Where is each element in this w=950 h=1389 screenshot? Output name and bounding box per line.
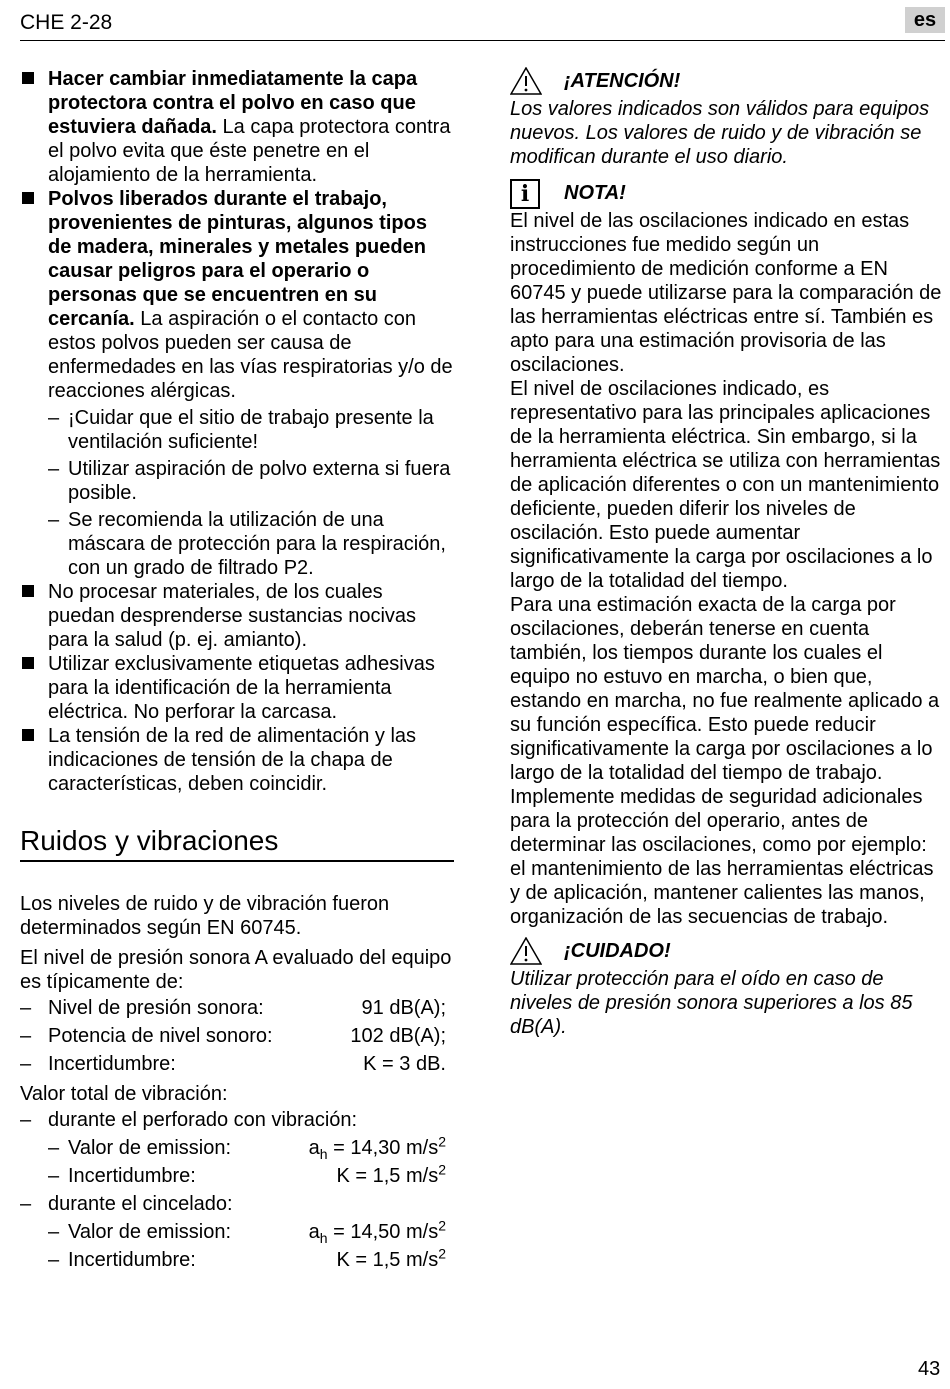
bullet-text: No procesar materiales, de los cuales puedan desprenderse sustancias nocivas para la salud (p. ej. amianto). [48, 581, 417, 651]
noise-row [20, 1050, 454, 1078]
dash-marker: – [48, 407, 60, 429]
page-number: 43 [918, 1358, 941, 1380]
dash-marker: – [20, 1109, 32, 1131]
sub-item [20, 406, 454, 454]
attention-heading [510, 67, 946, 97]
uncertainty-value: K = 1,5 $m/s^2$ [336, 1161, 446, 1187]
bullet-item [20, 187, 454, 403]
dash-marker: – [48, 509, 60, 531]
bullet-text: La aspiración o el contacto con estos polvos pueden ser causa de enfermedades en las vías respiratorias y/o de reacciones alérgicas. [48, 308, 453, 402]
bullet-item [20, 724, 454, 796]
bullet-text: Utilizar exclusivamente etiquetas adhesivas para la identificación de la herramienta eléctrica. No perforar la carcasa. [48, 653, 435, 723]
bullet-item [20, 652, 454, 724]
note-paragraph: El nivel de las oscilaciones indicado en estas instrucciones fue medido según un procedimiento de medición conforme a EN 60745 y puede utilizarse para la comparación de las herramientas eléctricas entre sí. También es apto para una estimación provisoria de las oscilaciones. [510, 210, 942, 376]
vibration-group-label [20, 1106, 454, 1134]
emission-row [20, 1218, 454, 1246]
warning-triangle-icon [510, 937, 542, 965]
square-bullet-icon [22, 585, 34, 597]
attention-text: Los valores indicados son válidos para equipos nuevos. Los valores de ruido y de vibración se modifican durante el uso diario. [510, 98, 930, 168]
info-icon: i [510, 179, 540, 209]
caution-title: ¡CUIDADO! [564, 940, 671, 962]
sub-item [20, 457, 454, 505]
dash-marker: – [20, 1053, 32, 1075]
dash-marker: – [48, 1221, 60, 1243]
emission-label: Valor de emission: [68, 1137, 232, 1159]
noise-value: K = 3 dB. [363, 1053, 446, 1075]
noise-label: Potencia de nivel sonoro: [48, 1025, 273, 1047]
square-bullet-icon [22, 72, 34, 84]
uncertainty-row [20, 1162, 454, 1190]
pressure-intro: El nivel de presión sonora A evaluado del equipo es típicamente de: [20, 947, 452, 993]
square-bullet-icon [22, 192, 34, 204]
language-badge: es [905, 7, 945, 33]
emission-value: $a_h = 14,50$ $m/s^2$ [308, 1217, 446, 1246]
right-column [510, 67, 946, 1039]
note-paragraph: Para una estimación exacta de la carga por oscilaciones, deberán tenerse en cuenta también, los tiempos durante los cuales el equipo no estuvo en marcha, o bien que, estando en marcha, no fue realmente aplicado a su función específica. Esto puede reducir significativamente la carga por oscilaciones a lo largo de la totalidad del tiempo de trabajo. [510, 594, 940, 784]
sub-item [20, 508, 454, 580]
noise-row [20, 1022, 454, 1050]
dash-marker: – [48, 1137, 60, 1159]
bullet-item [20, 580, 454, 652]
document-code: CHE 2-28 [20, 11, 113, 34]
sub-item-text: ¡Cuidar que el sitio de trabajo presente la ventilación suficiente! [68, 407, 434, 453]
vibration-group-label [20, 1190, 454, 1218]
uncertainty-label: Incertidumbre: [68, 1249, 196, 1271]
bullet-text: La tensión de la red de alimentación y las indicaciones de tensión de la chapa de características, deben coincidir. [48, 725, 417, 795]
sub-item-text: Utilizar aspiración de polvo externa si fuera posible. [68, 458, 451, 504]
noise-row [20, 994, 454, 1022]
dash-marker: – [20, 1193, 32, 1215]
vibration-mode: durante el cincelado: [48, 1193, 233, 1215]
note-title: NOTA! [564, 182, 626, 204]
noise-value: 91 dB(A); [361, 997, 446, 1019]
uncertainty-value: K = 1,5 $m/s^2$ [336, 1245, 446, 1271]
left-column [20, 67, 454, 1274]
dash-marker: – [48, 1165, 60, 1187]
caution-heading [510, 937, 946, 967]
vibration-total-label: Valor total de vibración: [20, 1083, 228, 1105]
noise-value: 102 dB(A); [350, 1025, 446, 1047]
bullet-bold-text: Polvos liberados durante el trabajo, provenientes de pinturas, algunos tipos de madera, minerales y metales pueden causar peligros para el operario o personas que se encuentren en su cercanía. [48, 188, 427, 330]
uncertainty-label: Incertidumbre: [68, 1165, 196, 1187]
noise-label: Nivel de presión sonora: [48, 997, 264, 1019]
dash-marker: – [20, 1025, 32, 1047]
vibration-mode: durante el perforado con vibración: [48, 1109, 358, 1131]
section-title: Ruidos y vibraciones [20, 824, 454, 862]
caution-text: Utilizar protección para el oído en caso de niveles de presión sonora superiores a los 85 dB(A). [510, 968, 913, 1038]
bullet-bold-text: Hacer cambiar inmediatamente la capa protectora contra el polvo en caso que estuviera dañada. [48, 68, 418, 138]
noise-label: Incertidumbre: [48, 1053, 176, 1075]
uncertainty-row [20, 1246, 454, 1274]
attention-title: ¡ATENCIÓN! [564, 70, 681, 92]
square-bullet-icon [22, 657, 34, 669]
emission-value: $a_h = 14,30$ $m/s^2$ [308, 1133, 446, 1162]
intro-paragraph: Los niveles de ruido y de vibración fueron determinados según EN 60745. [20, 893, 390, 939]
note-paragraph: El nivel de oscilaciones indicado, es representativo para las principales aplicaciones de la herramienta eléctrica. Sin embargo, si la herramienta eléctrica se utiliza con herramientas de aplicación diferentes o con un mantenimiento deficiente, pueden diferir los niveles de oscilación. Esto puede aumentar significativamente la carga por oscilaciones a lo largo de la totalidad del tiempo. [510, 378, 941, 592]
emission-label: Valor de emission: [68, 1221, 232, 1243]
header-divider [20, 40, 945, 41]
bullet-text: La capa protectora contra el polvo evita que éste penetre en el alojamiento de la herramienta. [48, 116, 451, 186]
dash-marker: – [20, 997, 32, 1019]
dash-marker: – [48, 1249, 60, 1271]
note-heading [510, 179, 946, 209]
bullet-item [20, 67, 454, 187]
sub-item-text: Se recomienda la utilización de una máscara de protección para la respiración, con un grado de filtrado P2. [68, 509, 446, 579]
square-bullet-icon [22, 729, 34, 741]
page-header [0, 0, 950, 42]
note-paragraph: Implemente medidas de seguridad adicionales para la protección del operario, antes de determinar las oscilaciones, como por ejemplo: el mantenimiento de las herramientas eléctricas y de aplicación, mantener calientes las manos, organización de las secuencias de trabajo. [510, 786, 934, 928]
warning-triangle-icon [510, 67, 542, 95]
dash-marker: – [48, 458, 60, 480]
emission-row [20, 1134, 454, 1162]
